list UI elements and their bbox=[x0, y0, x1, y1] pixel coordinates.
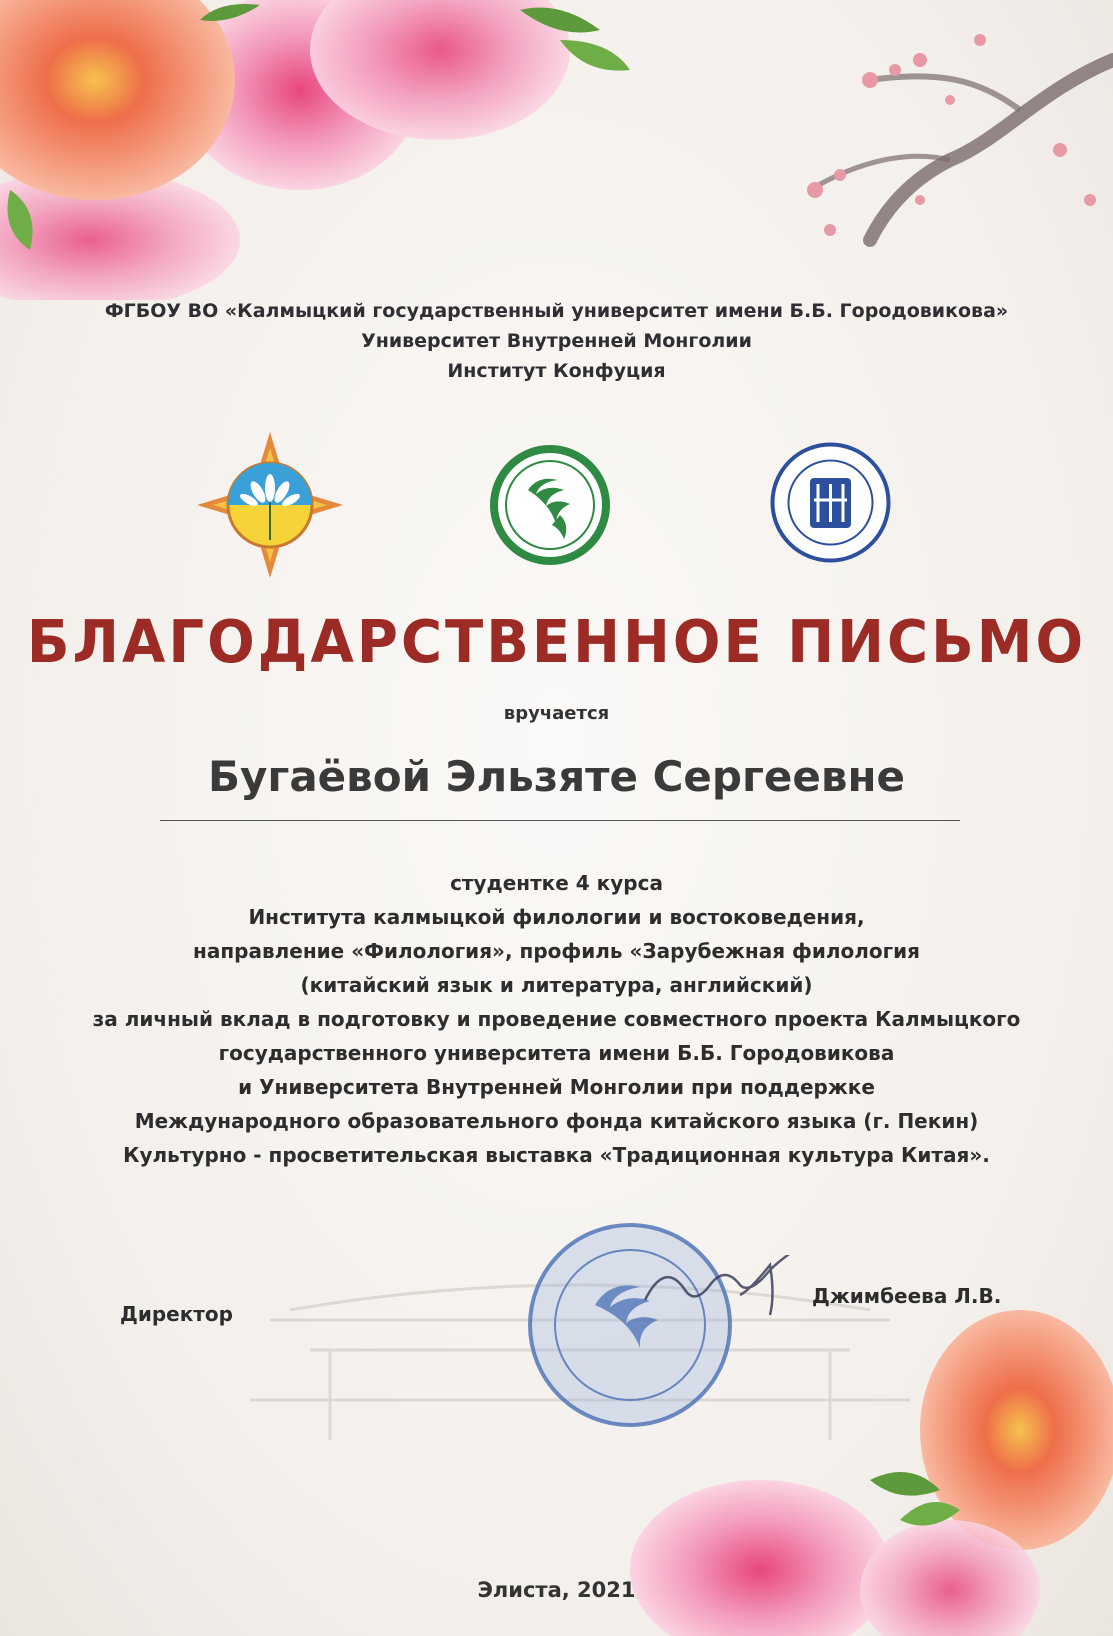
issuer-line-1: ФГБОУ ВО «Калмыцкий государственный университет имени Б.Б. Городовикова» bbox=[104, 300, 1009, 322]
signature-role: Директор bbox=[120, 1302, 233, 1326]
signature-name: Джимбеева Л.В. bbox=[812, 1284, 1002, 1308]
issuer-line-2: Университет Внутренней Монголии bbox=[361, 330, 752, 352]
peony-flowers-top-left-icon bbox=[0, 0, 640, 300]
certificate-title: БЛАГОДАРСТВЕННОЕ ПИСЬМО bbox=[26, 608, 1087, 677]
body-line: государственного университета имени Б.Б. Городовикова bbox=[218, 1041, 895, 1065]
body-line: Культурно - просветительская выставка «Традиционная культура Китая». bbox=[123, 1143, 990, 1167]
body-line: и Университета Внутренней Монголии при поддержке bbox=[238, 1075, 875, 1099]
body-line: направление «Филология», профиль «Зарубежная филология bbox=[193, 939, 920, 963]
place-date: Элиста, 2021 bbox=[477, 1578, 636, 1602]
kalmyk-university-emblem-icon bbox=[195, 430, 345, 580]
issuer-line-3: Институт Конфуция bbox=[447, 360, 666, 382]
body-line: студентке 4 курса bbox=[450, 871, 663, 895]
inner-mongolia-university-seal-icon bbox=[768, 440, 893, 565]
body-line: (китайский язык и литература, английский) bbox=[300, 973, 813, 997]
presented-label: вручается bbox=[503, 703, 610, 724]
body-line: за личный вклад в подготовку и проведение совместного проекта Калмыцкого bbox=[92, 1007, 1021, 1031]
confucius-institute-logo-icon bbox=[490, 445, 610, 565]
body-line: Международного образовательного фонда китайского языка (г. Пекин) bbox=[134, 1109, 979, 1133]
recipient-name: Бугаёвой Эльзяте Сергеевне bbox=[208, 752, 905, 801]
recipient-underline bbox=[160, 820, 960, 821]
body-line: Института калмыцкой филологии и востоковедения, bbox=[248, 905, 865, 929]
plum-blossom-branch-icon bbox=[620, 0, 1113, 260]
